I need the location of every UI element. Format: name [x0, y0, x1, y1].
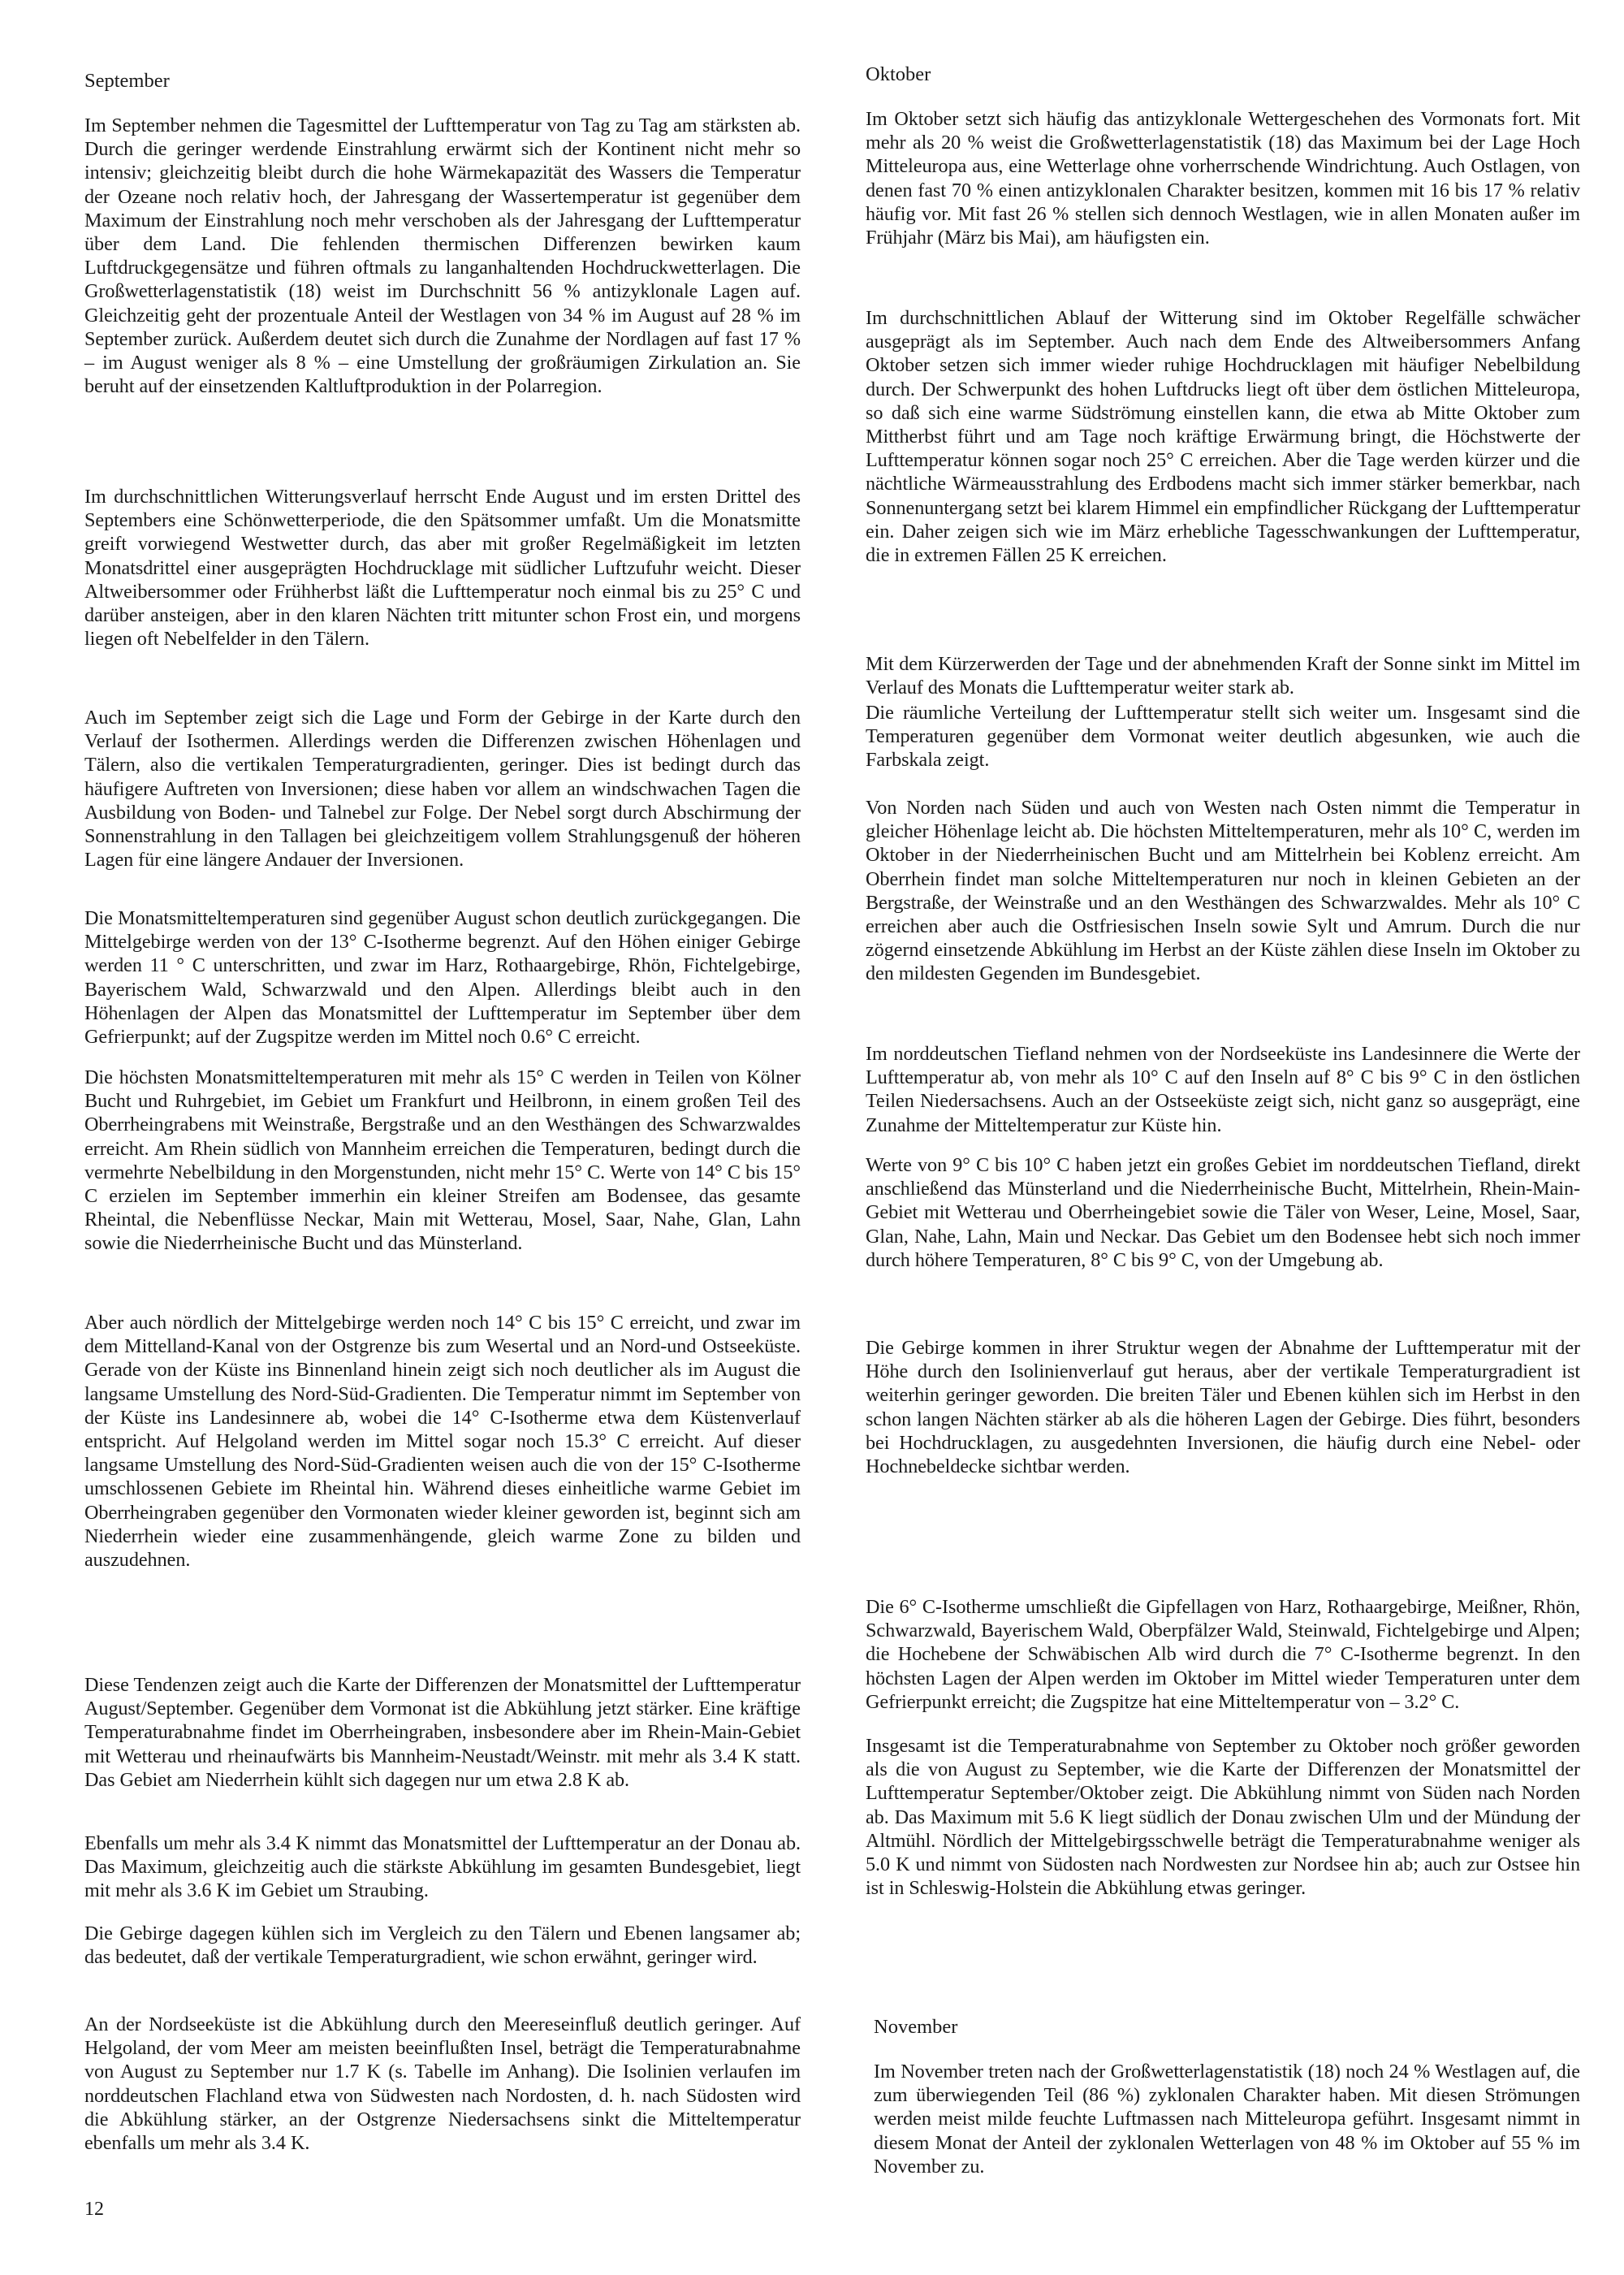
paragraph-sep-5: Die höchsten Monatsmitteltemperaturen mit mehr als 15° C werden in Teilen von Kölner Bucht und Ruhrgebiet, im Gebiet um Frankfurt und Heilbronn, in einem großen Teil des Oberrheingrabens mit Weinstraße, Bergstraße und an den Westhängen des Schwarzwaldes erreicht. Am Rhein südlich von Mannheim erreichen die Temperaturen, bedingt durch die vermehrte Nebelbildung in den Morgenstunden, nicht mehr 15° C. Werte von 14° C bis 15° C erzielen im September immerhin ein kleiner Streifen am Bodensee, das gesamte Rheintal, die Nebenflüsse Neckar, Main mit Wetterau, Mosel, Saar, Nahe, Glan, Lahn sowie die Niederrheinische Bucht und das Münsterland. [84, 1066, 801, 1255]
paragraph-sep-4: Die Monatsmitteltemperaturen sind gegenüber August schon deutlich zurückgegangen. Die Mittelgebirge werden von der 13° C-Isotherme begrenzt. Auf den Höhen einiger Gebirge werden 11 ° C unterschritten, und zwar im Harz, Rothaargebirge, Rhön, Fichtelgebirge, Bayerischem Wald, Schwarzwald und den Alpen. Allerdings bleibt auch in den Höhenlagen der Alpen das Monatsmittel der Lufttemperatur im September über dem Gefrierpunkt; auf der Zugspitze werden im Mittel noch 0.6° C erreicht. [84, 907, 801, 1049]
paragraph-okt-1: Im Oktober setzt sich häufig das antizyklonale Wettergeschehen des Vormonats fort. Mit mehr als 20 % weist die Großwetterlagenstatistik (18) das Maximum bei der Lage Hoch Mitteleuropa aus, eine Wetterlage ohne vorherrschende Windrichtung. Auch Ostlagen, von denen fast 70 % einen antizyklonalen Charakter besitzen, kommen mit 16 bis 17 % relativ häufig vor. Mit fast 26 % stellen sich dennoch Westlagen, wie in allen Monaten außer im Frühjahr (März bis Mai), am häufigsten ein. [866, 108, 1580, 249]
heading-oktober: Oktober [866, 63, 931, 85]
paragraph-sep-6: Aber auch nördlich der Mittelgebirge werden noch 14° C bis 15° C erreicht, und zwar im dem Mittelland-Kanal von der Ostgrenze bis zum Wesertal und an Nord-und Ostseeküste. Gerade von der Küste ins Binnenland hinein zeigt sich noch deutlicher als im August die langsame Umstellung des Nord-Süd-Gradienten. Die Temperatur nimmt im September von der Küste ins Landesinnere ab, wobei die 14° C-Isotherme etwa dem Küstenverlauf entspricht. Auf Helgoland werden im Mittel sogar noch 15.3° C erreicht. Auf dieser langsame Umstellung des Nord-Süd-Gradienten weisen auch die von der 15° C-Isotherme umschlossenen Gebiete im Rheintal hin. Während dieses einheitliche warme Gebiet im Oberrheingraben gegenüber den Vormonaten wieder kleiner geworden ist, beginnt sich am Niederrhein wieder eine zusammenhängende, gleich warme Zone zu bilden und auszudehnen. [84, 1312, 801, 1572]
paragraph-okt-5: Von Norden nach Süden und auch von Westen nach Osten nimmt die Temperatur in gleicher Höhenlage leicht ab. Die höchsten Mitteltemperaturen, mehr als 10° C, werden im Oktober in der Niederrheinischen Bucht und am Mittelrhein bei Koblenz erreicht. Am Oberrhein findet man solche Mitteltemperaturen nur noch in kleinen Gebieten an der Bergstraße, der Weinstraße und an den Westhängen des Schwarzwaldes. Mehr als 10° C erreichen aber auch die Ostfriesischen Inseln sowie Sylt und Amrum. Durch die nur zögernd einsetzende Abkühlung im Herbst an der Küste zählen diese Inseln im Oktober zu den mildesten Gegenden im Bundesgebiet. [866, 797, 1580, 985]
paragraph-okt-3: Mit dem Kürzerwerden der Tage und der abnehmenden Kraft der Sonne sinkt im Mittel im Verlauf des Monats die Lufttemperatur weiter stark ab. [866, 653, 1580, 699]
heading-november: November [874, 2016, 958, 2038]
heading-september: September [84, 70, 170, 92]
paragraph-okt-7: Werte von 9° C bis 10° C haben jetzt ein großes Gebiet im norddeutschen Tiefland, direkt anschließend das Münsterland und die Niederrheinische Bucht, Mittelrhein, Rhein-Main-Gebiet mit Wetterau und Oberrheingebiet sowie die Täler von Weser, Leine, Mosel, Saar, Glan, Nahe, Lahn, Main und Neckar. Das Gebiet um den Bodensee hebt sich noch immer durch höhere Temperaturen, 8° C bis 9° C, von der Umgebung ab. [866, 1154, 1580, 1271]
paragraph-okt-4: Die räumliche Verteilung der Lufttemperatur stellt sich weiter um. Insgesamt sind die Temperaturen gegenüber dem Vormonat weiter deutlich abgesunken, wie auch die Farbskala zeigt. [866, 702, 1580, 772]
paragraph-sep-2: Im durchschnittlichen Witterungsverlauf herrscht Ende August und im ersten Drittel des Septembers eine Schönwetterperiode, die den Spätsommer umfaßt. Um die Monatsmitte greift vorwiegend Westwetter durch, das aber mit großer Regelmäßigkeit im letzten Monatsdrittel einer ausgeprägten Hochdrucklage mit südlicher Luftzufuhr weicht. Dieser Altweibersommer oder Frühherbst läßt die Lufttemperatur noch einmal bis zu 25° C und darüber ansteigen, aber in den klaren Nächten tritt mitunter schon Frost ein, und morgens liegen oft Nebelfelder in den Tälern. [84, 486, 801, 651]
paragraph-sep-1: Im September nehmen die Tagesmittel der Lufttemperatur von Tag zu Tag am stärksten ab. Durch die geringer werdende Einstrahlung erwärmt sich der Kontinent nicht mehr so intensiv; gleichzeitig bleibt durch die hohe Wärmekapazität des Wassers die Temperatur der Ozeane noch relativ hoch, der Jahresgang der Wassertemperatur ist gegenüber dem Maximum der Einstrahlung noch mehr verschoben als der Jahresgang der Lufttemperatur über dem Land. Die fehlenden thermischen Differenzen bewirken kaum Luftdruckgegensätze und führen oftmals zu langanhaltenden Hochdruckwetterlagen. Die Großwetterlagenstatistik (18) weist im Durchschnitt 56 % antizyklonale Lagen auf. Gleichzeitig geht der prozentuale Anteil der Westlagen von 34 % im August auf 28 % im September zurück. Außerdem deutet sich durch die Zunahme der Nordlagen auf fast 17 % – im August weniger als 8 % – eine Umstellung der großräumigen Zirkulation an. Sie beruht auf der einsetzenden Kaltluftproduktion in der Polarregion. [84, 115, 801, 398]
paragraph-okt-10: Insgesamt ist die Temperaturabnahme von September zu Oktober noch größer geworden als die von August zu September, wie die Karte der Differenzen der Monatsmittel der Lufttemperatur September/Oktober zeigt. Die Abkühlung nimmt von Süden nach Norden ab. Das Maximum mit 5.6 K liegt südlich der Donau zwischen Ulm und der Mündung der Altmühl. Nördlich der Mittelgebirgsschwelle beträgt die Temperaturabnahme weniger als 5.0 K und nimmt von Südosten nach Nordwesten zur Nordsee hin ab; auch zur Ostsee hin ist in Schleswig-Holstein die Abkühlung etwas geringer. [866, 1735, 1580, 1900]
paragraph-sep-7: Diese Tendenzen zeigt auch die Karte der Differenzen der Monatsmittel der Lufttemperatur August/September. Gegenüber dem Vormonat ist die Abkühlung jetzt stärker. Eine kräftige Temperaturabnahme findet im Oberrheingraben, insbesondere aber im Rhein-Main-Gebiet mit Wetterau und rheinaufwärts bis Mannheim-Neustadt/Weinstr. mit mehr als 3.4 K statt. Das Gebiet am Niederrhein kühlt sich dagegen nur um etwa 2.8 K ab. [84, 1674, 801, 1791]
paragraph-sep-8: Ebenfalls um mehr als 3.4 K nimmt das Monatsmittel der Lufttemperatur an der Donau ab. Das Maximum, gleichzeitig auch die stärkste Abkühlung im gesamten Bundesgebiet, liegt mit mehr als 3.6 K im Gebiet um Straubing. [84, 1832, 801, 1902]
paragraph-sep-10: An der Nordseeküste ist die Abkühlung durch den Meereseinfluß deutlich geringer. Auf Helgoland, der vom Meer am meisten beeinflußten Insel, beträgt die Temperaturabnahme von August zu September nur 1.7 K (s. Tabelle im Anhang). Die Isolinien verlaufen im norddeutschen Flachland etwa von Südwesten nach Nordosten, d. h. nach Südosten wird die Abkühlung stärker, an der Ostgrenze Niedersachsens sinkt die Mitteltemperatur ebenfalls um mehr als 3.4 K. [84, 2013, 801, 2155]
paragraph-okt-9: Die 6° C-Isotherme umschließt die Gipfellagen von Harz, Rothaargebirge, Meißner, Rhön, Schwarzwald, Bayerischem Wald, Oberpfälzer Wald, Steinwald, Fichtelgebirge und Alpen; die Hochebene der Schwäbischen Alb wird durch die 7° C-Isotherme begrenzt. In den höchsten Lagen der Alpen werden im Oktober im Mittel wieder Temperaturen unter dem Gefrierpunkt erreicht; die Zugspitze hat eine Mitteltemperatur von – 3.2° C. [866, 1596, 1580, 1713]
paragraph-sep-3: Auch im September zeigt sich die Lage und Form der Gebirge in der Karte durch den Verlauf der Isothermen. Allerdings werden die Differenzen zwischen Höhenlagen und Tälern, also die vertikalen Temperaturgradienten, geringer. Dies ist bedingt durch das häufigere Auftreten von Inversionen; diese haben vor allem an windschwachen Tagen die Ausbildung von Boden- und Talnebel zur Folge. Der Nebel sorgt durch Abschirmung der Sonnenstrahlung in den Tallagen bei gleichzeitigem vollem Strahlungsgenuß der höheren Lagen für eine längere Andauer der Inversionen. [84, 707, 801, 872]
paragraph-okt-2: Im durchschnittlichen Ablauf der Witterung sind im Oktober Regelfälle schwächer ausgeprägt als im September. Auch nach dem Ende des Altweibersommers Anfang Oktober setzen sich immer wieder ruhige Hochdrucklagen mit häufiger Nebelbildung durch. Der Schwerpunkt des hohen Luftdrucks liegt oft über dem östlichen Mitteleuropa, so daß sich eine warme Südströmung einstellen kann, die etwa ab Mitte Oktober zum Mittherbst führt und am Tage noch kräftige Erwärmung bringt, die Höchstwerte der Lufttemperatur können sogar noch 25° C erreichen. Aber die Tage werden kürzer und die nächtliche Wärmeausstrahlung des Erdbodens macht sich immer stärker bemerkbar, nach Sonnenuntergang setzt bei klarem Himmel ein empfindlicher Rückgang der Lufttemperatur ein. Daher zeigen sich wie im März erhebliche Tagesschwankungen der Lufttemperatur, die in extremen Fällen 25 K erreichen. [866, 307, 1580, 567]
paragraph-okt-6: Im norddeutschen Tiefland nehmen von der Nordseeküste ins Landesinnere die Werte der Lufttemperatur ab, von mehr als 10° C auf den Inseln auf 8° C bis 9° C in den östlichen Teilen Niedersachsens. Auch an der Ostseeküste zeigt sich, nicht ganz so ausgeprägt, eine Zunahme der Mitteltemperatur zur Küste hin. [866, 1043, 1580, 1136]
paragraph-nov-1: Im November treten nach der Großwetterlagenstatistik (18) noch 24 % Westlagen auf, die zum überwiegenden Teil (86 %) zyklonalen Charakter haben. Mit diesen Strömungen werden meist milde feuchte Luftmassen nach Mitteleuropa geführt. Insgesamt nimmt in diesem Monat der Anteil der zyklonalen Wetterlagen von 48 % im Oktober auf 55 % im November zu. [874, 2061, 1580, 2178]
paragraph-okt-8: Die Gebirge kommen in ihrer Struktur wegen der Abnahme der Lufttemperatur mit der Höhe durch den Isolinienverlauf gut heraus, aber der vertikale Temperaturgradient ist weiterhin geringer geworden. Die breiten Täler und Ebenen kühlen sich im Herbst in den schon langen Nächten stärker ab als die höheren Lagen der Gebirge. Dies führt, besonders bei Hochdrucklagen, zu ausgedehnten Inversionen, die häufig durch eine Nebel- oder Hochnebeldecke sichtbar werden. [866, 1337, 1580, 1478]
paragraph-sep-9: Die Gebirge dagegen kühlen sich im Vergleich zu den Tälern und Ebenen langsamer ab; das bedeutet, daß der vertikale Temperaturgradient, wie schon erwähnt, geringer wird. [84, 1923, 801, 1969]
page-number: 12 [84, 2199, 104, 2220]
